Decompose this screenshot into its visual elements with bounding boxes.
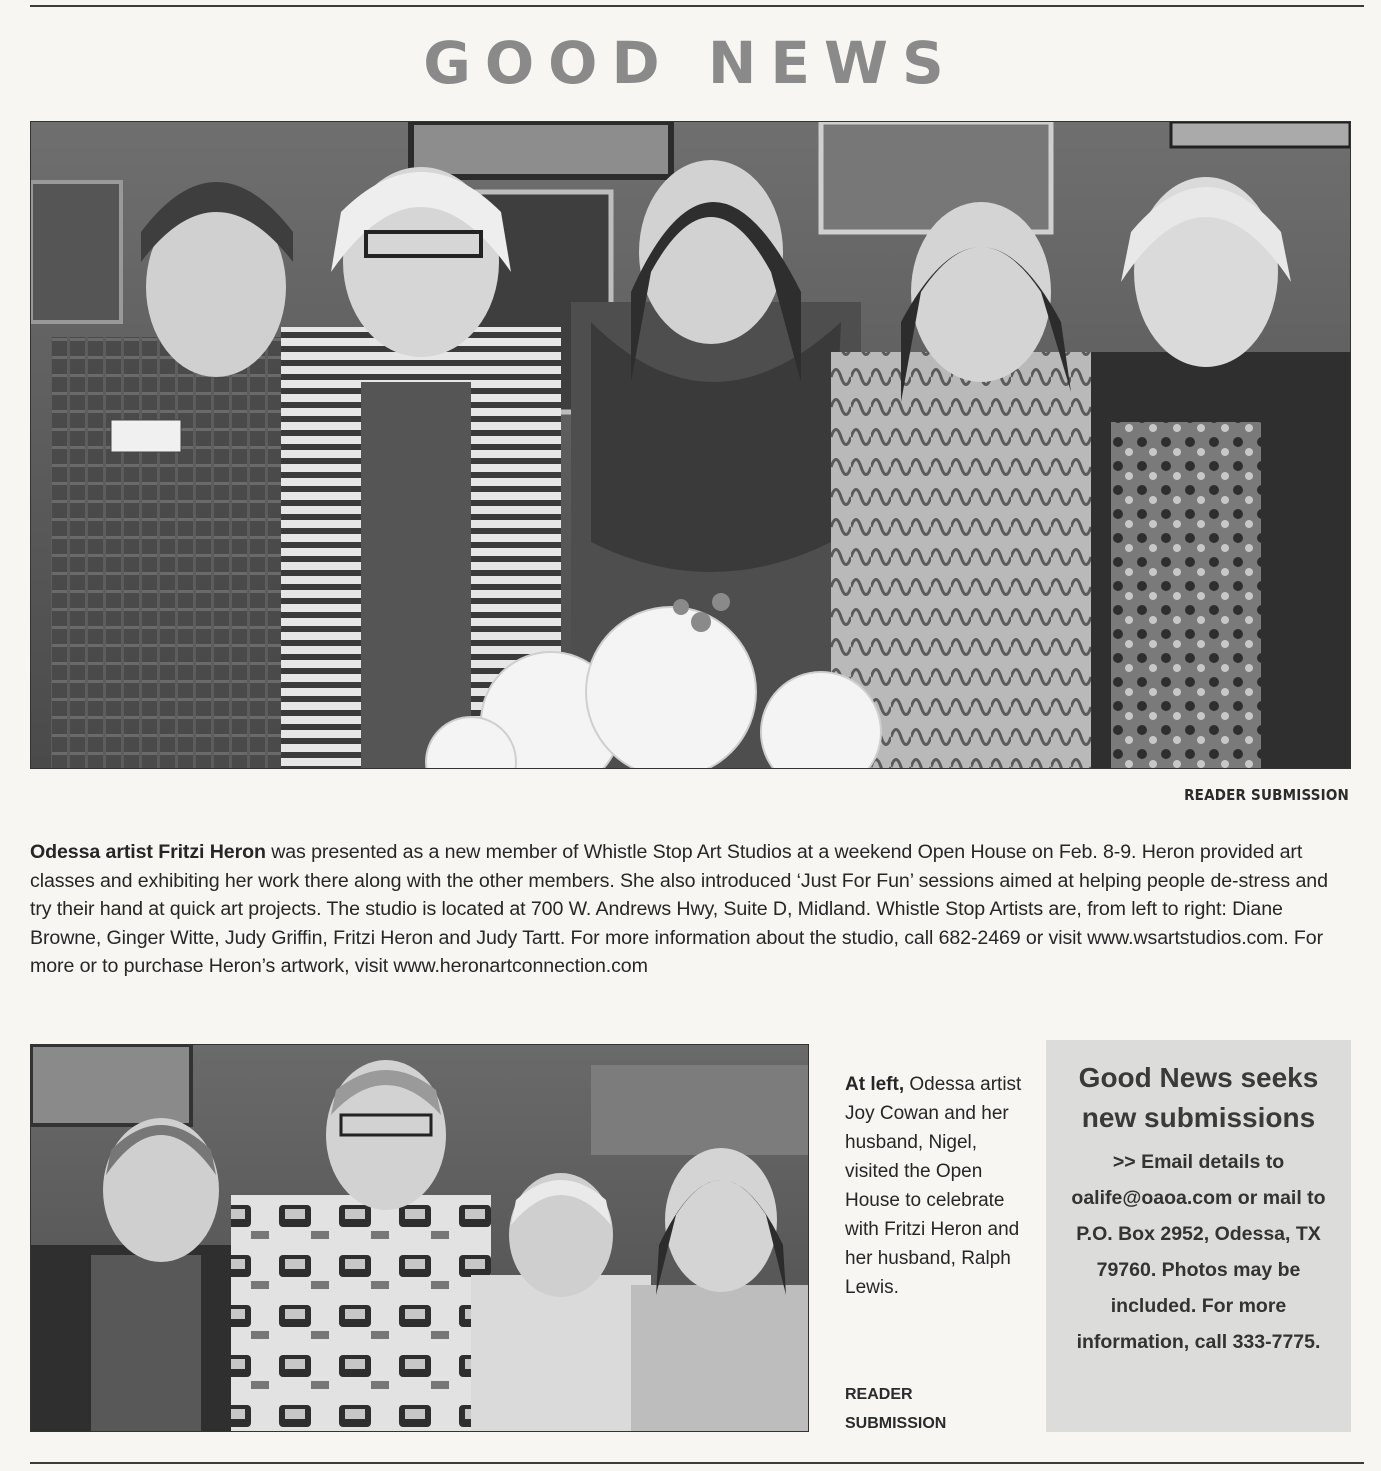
submissions-box-body: >> Email details to oalife@oaoa.com or mail to P.O. Box 2952, Odessa, TX 79760. Photos may be included. For more information, call 333-7775. bbox=[1071, 1151, 1326, 1353]
submissions-box-title: Good News seeks new submissions bbox=[1078, 1062, 1319, 1133]
submissions-box bbox=[1046, 1040, 1351, 1432]
top-rule bbox=[30, 5, 1364, 7]
second-group-photo bbox=[30, 1044, 809, 1432]
main-caption-lead: Odessa artist Fritzi Heron bbox=[30, 841, 266, 863]
main-group-photo bbox=[30, 121, 1351, 769]
second-caption-body: Odessa artist Joy Cowan and her husband, Nigel, visited the Open House to celebrate with Fritzi Heron and her husband, Ralph Lewis. bbox=[845, 1074, 1022, 1298]
main-caption bbox=[30, 838, 1350, 981]
bottom-rule bbox=[30, 1462, 1364, 1464]
main-photo-credit: READER SUBMISSION bbox=[1184, 786, 1349, 804]
second-photo-credit: READER SUBMISSION bbox=[845, 1386, 947, 1432]
main-caption-body: was presented as a new member of Whistle Stop Art Studios at a weekend Open House on Feb. 8-9. Heron provided art classes and exhibiting her work there along with the other members. She also introduced ‘Just For Fun’ sessions aimed at helping people de-stress and try their hand at quick art projects. The studio is located at 700 W. Andrews Hwy, Suite D, Midland. Whistle Stop Artists are, from left to right: Diane Browne, Ginger Witte, Judy Griffin, Fritzi Heron and Judy Tartt. For more information about the studio, call 682-2469 or visit www.wsartstudios.com. For more or to purchase Heron’s artwork, visit www.heronartconnection.com bbox=[30, 841, 1328, 977]
second-caption bbox=[845, 1070, 1025, 1302]
second-caption-lead: At left, bbox=[845, 1074, 905, 1095]
section-title: GOOD NEWS bbox=[423, 29, 958, 97]
